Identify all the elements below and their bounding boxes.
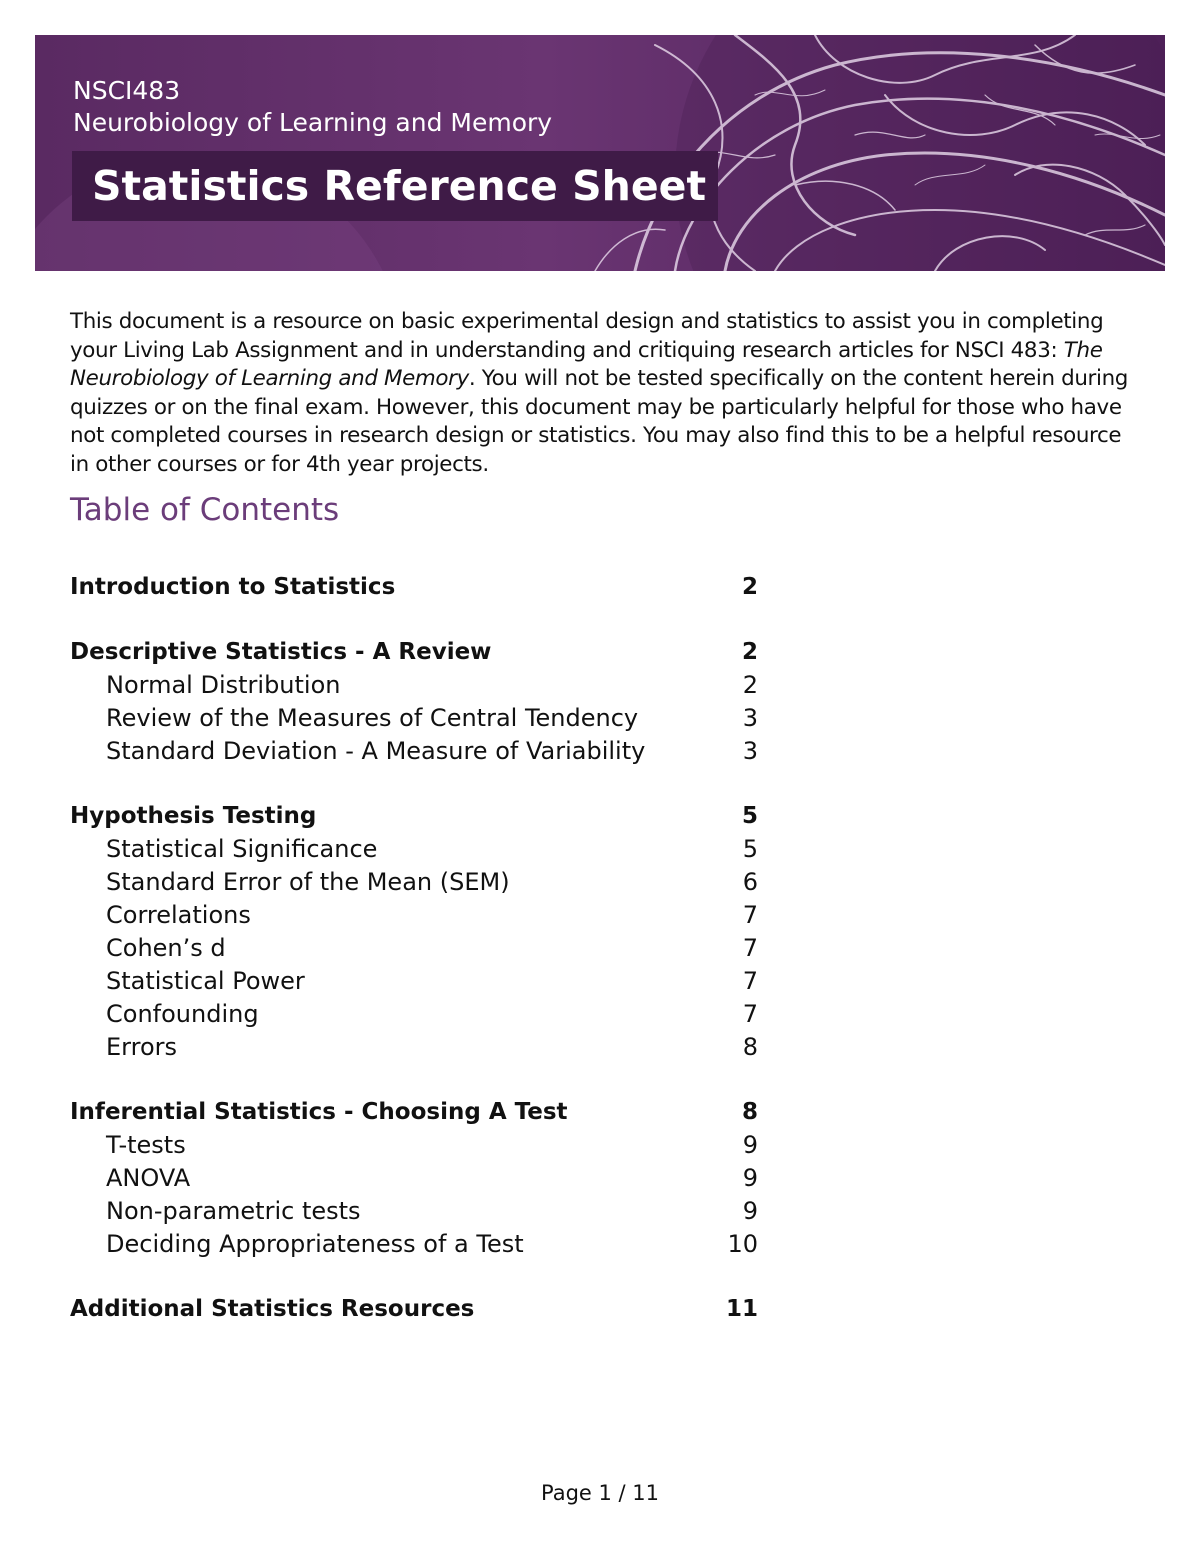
toc-subsection-entry[interactable] — [70, 832, 760, 866]
toc-entry-page: 2 — [741, 639, 758, 665]
toc-entry-page: 2 — [741, 574, 758, 600]
toc-entry-label: Normal Distribution — [106, 671, 341, 699]
toc-entry-label: Additional Statistics Resources — [70, 1296, 475, 1322]
toc-entry-page: 9 — [742, 1164, 758, 1192]
toc-entry-page: 5 — [741, 803, 758, 829]
toc-entry-page: 11 — [725, 1296, 758, 1322]
toc-entry-label: Introduction to Statistics — [70, 574, 396, 600]
title-box — [72, 151, 718, 221]
toc-subsection-entry[interactable] — [70, 668, 760, 702]
toc-subsection-entry[interactable] — [70, 734, 760, 768]
toc-entry-page: 5 — [742, 835, 758, 863]
toc-entry-label: ANOVA — [106, 1164, 191, 1192]
toc-entry-label: Statistical Significance — [106, 835, 378, 863]
toc-entry-label: Statistical Power — [106, 967, 305, 995]
toc-subsection-entry[interactable] — [70, 931, 760, 965]
toc-section-entry[interactable] — [70, 1095, 760, 1129]
toc-entry-label: Descriptive Statistics - A Review — [70, 639, 492, 665]
toc-heading: Table of Contents — [70, 492, 340, 528]
intro-text-part2: . You will not be tested specifically on the content herein during quizzes or on the final exam. However, this document may be particularly helpful for those who have not completed courses in research design or statistics. You may also find this to be a helpful resource in other courses or for 4th year projects. — [70, 366, 1129, 477]
toc-entry-label: T-tests — [106, 1131, 186, 1159]
toc-entry-label: Non-parametric tests — [106, 1197, 361, 1225]
toc-entry-page: 2 — [742, 671, 758, 699]
toc-subsection-entry[interactable] — [70, 865, 760, 899]
toc-entry-label: Inferential Statistics - Choosing A Test — [70, 1099, 568, 1125]
toc-entry-page: 7 — [742, 901, 758, 929]
toc-subsection-entry[interactable] — [70, 898, 760, 932]
toc-entry-label: Deciding Appropriateness of a Test — [106, 1230, 524, 1258]
toc-subsection-entry[interactable] — [70, 1030, 760, 1064]
toc-entry-label: Confounding — [106, 1000, 259, 1028]
toc-subsection-entry[interactable] — [70, 701, 760, 735]
toc-subsection-entry[interactable] — [70, 1161, 760, 1195]
toc-section-entry[interactable] — [70, 635, 760, 669]
toc-section-entry[interactable] — [70, 1292, 760, 1326]
toc-subsection-entry[interactable] — [70, 1128, 760, 1162]
toc-entry-label: Errors — [106, 1033, 178, 1061]
intro-course-title: The Neurobiology of Learning and Memory — [70, 337, 1103, 391]
header-banner — [35, 35, 1165, 271]
toc-entry-page: 9 — [742, 1197, 758, 1225]
toc-entry-label: Standard Deviation - A Measure of Variability — [106, 737, 646, 765]
course-name: Neurobiology of Learning and Memory — [73, 108, 553, 137]
toc-entry-page: 3 — [742, 704, 758, 732]
toc-entry-label: Hypothesis Testing — [70, 803, 317, 829]
toc-entry-page: 8 — [742, 1033, 758, 1061]
toc-section-entry[interactable] — [70, 799, 760, 833]
toc-entry-label: Review of the Measures of Central Tendency — [106, 704, 639, 732]
toc-entry-page: 7 — [742, 934, 758, 962]
intro-text-part1: This document is a resource on basic experimental design and statistics to assist you in completing your Living Lab Assignment and in understanding and critiquing research articles for NSCI 483: — [70, 309, 1104, 363]
toc-entry-page: 10 — [727, 1230, 758, 1258]
toc-entry-page: 7 — [742, 1000, 758, 1028]
toc-entry-page: 7 — [742, 967, 758, 995]
toc-subsection-entry[interactable] — [70, 1194, 760, 1228]
page-number: Page 1 / 11 — [540, 1481, 660, 1505]
toc-entry-label: Correlations — [106, 901, 251, 929]
toc-entry-page: 8 — [741, 1099, 758, 1125]
toc-subsection-entry[interactable] — [70, 997, 760, 1031]
document-title: Statistics Reference Sheet — [92, 162, 707, 210]
toc-entry-label: Cohen’s d — [106, 934, 226, 962]
toc-entry-page: 6 — [742, 868, 758, 896]
course-code: NSCI483 — [73, 76, 181, 105]
toc-subsection-entry[interactable] — [70, 1227, 760, 1261]
toc-entry-page: 3 — [742, 737, 758, 765]
toc-entry-page: 9 — [742, 1131, 758, 1159]
toc-section-entry[interactable] — [70, 570, 760, 604]
toc-entry-label: Standard Error of the Mean (SEM) — [106, 868, 510, 896]
toc-subsection-entry[interactable] — [70, 964, 760, 998]
intro-paragraph — [70, 308, 1140, 479]
